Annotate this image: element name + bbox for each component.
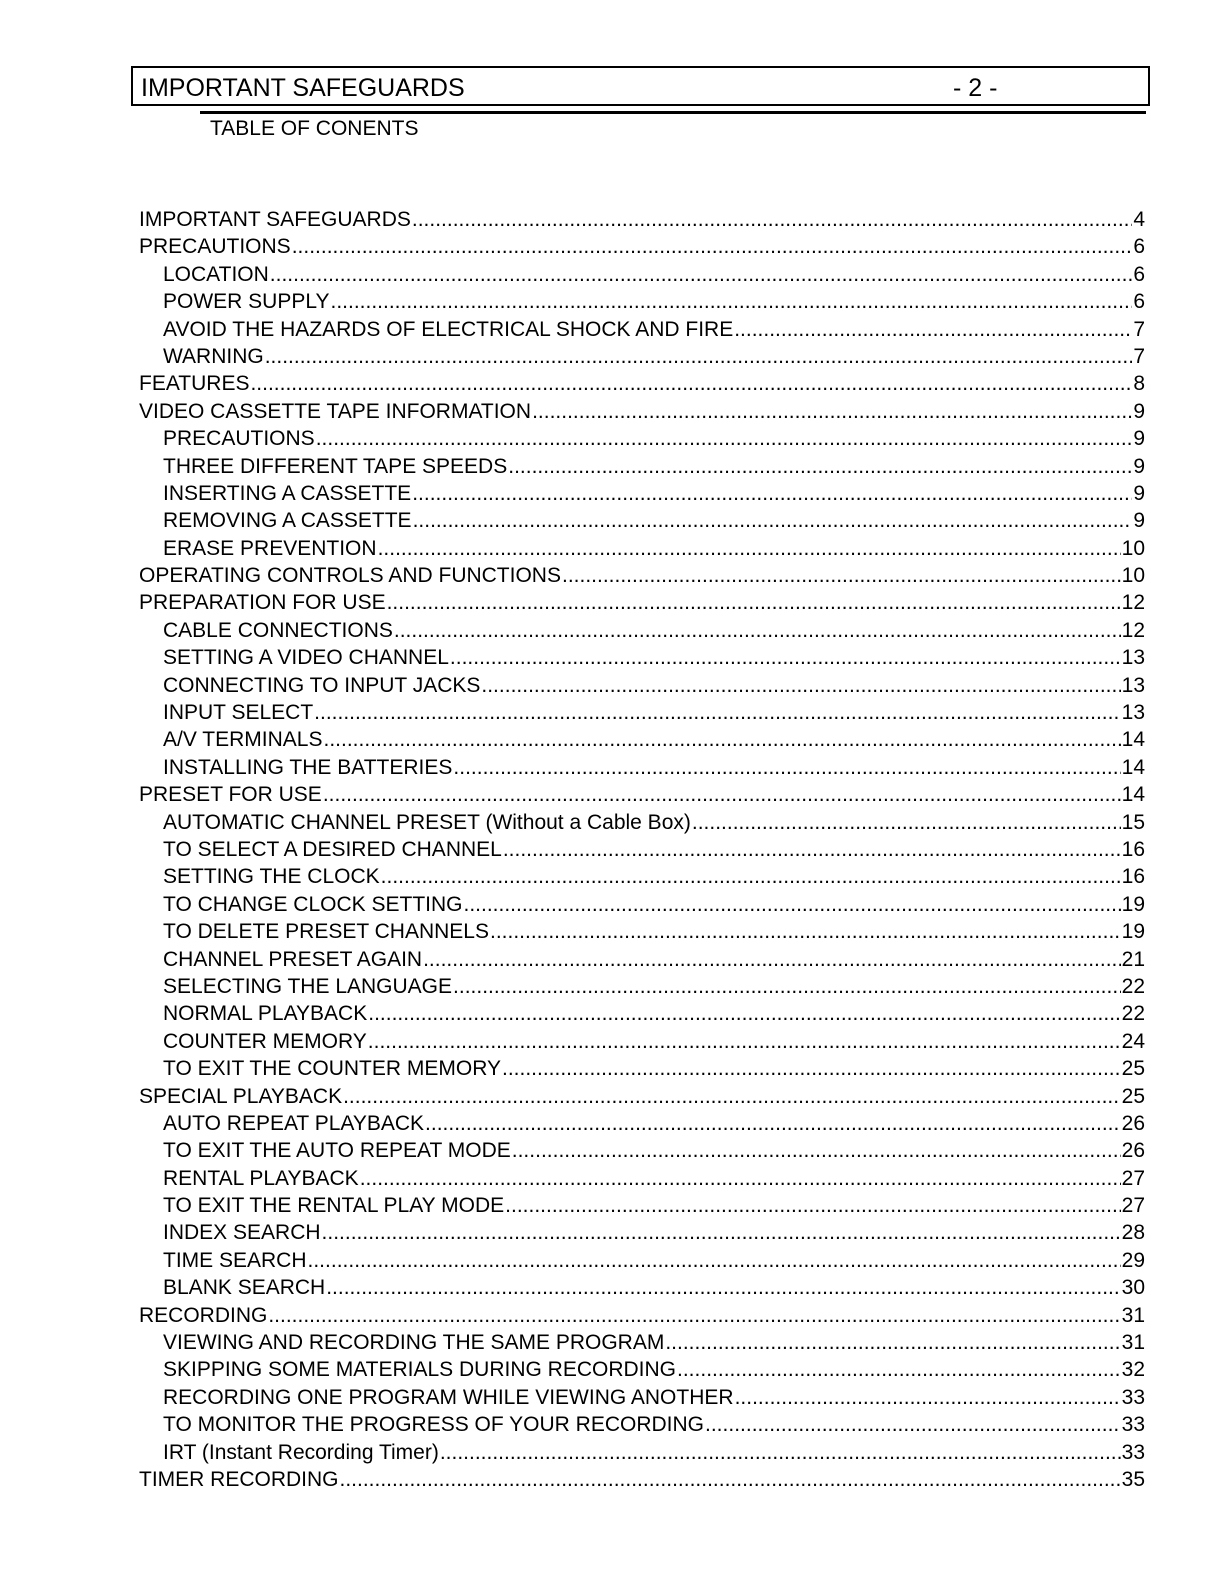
toc-dot-leader: [450, 644, 1121, 671]
toc-entry-label: REMOVING A CASSETTE: [163, 509, 412, 533]
toc-entry-page: 14: [1121, 783, 1145, 807]
toc-entry-page: 6: [1133, 290, 1145, 314]
toc-subentry[interactable]: [139, 535, 1145, 562]
toc-subentry[interactable]: [139, 946, 1145, 973]
toc-dot-leader: [453, 973, 1121, 1000]
toc-dot-leader: [250, 370, 1132, 397]
toc-entry-page: 16: [1121, 865, 1145, 889]
toc-subentry[interactable]: [139, 973, 1145, 1000]
toc-entry-page: 13: [1121, 701, 1145, 725]
toc-entry-label: PREPARATION FOR USE: [139, 591, 386, 615]
toc-entry-page: 7: [1133, 317, 1145, 341]
toc-dot-leader: [368, 1028, 1121, 1055]
toc-entry[interactable]: [139, 370, 1145, 397]
toc-dot-leader: [326, 1274, 1120, 1301]
toc-subentry[interactable]: [139, 316, 1145, 343]
toc-entry-page: 26: [1121, 1139, 1145, 1163]
toc-entry-page: 19: [1121, 920, 1145, 944]
toc-entry-page: 25: [1121, 1057, 1145, 1081]
toc-entry-page: 7: [1133, 344, 1145, 368]
toc-dot-leader: [360, 1165, 1121, 1192]
toc-entry-page: 22: [1121, 974, 1145, 998]
toc-entry-page: 26: [1121, 1111, 1145, 1135]
toc-entry-page: 9: [1133, 481, 1145, 505]
toc-subentry[interactable]: [139, 1439, 1145, 1466]
toc-entry-label: INPUT SELECT: [163, 701, 314, 725]
toc-dot-leader: [316, 425, 1133, 452]
header-title: IMPORTANT SAFEGUARDS: [141, 74, 465, 102]
toc-dot-leader: [270, 261, 1133, 288]
toc-subentry[interactable]: [139, 1165, 1145, 1192]
toc-entry-label: VIEWING AND RECORDING THE SAME PROGRAM: [163, 1331, 665, 1355]
toc-entry-label: TO SELECT A DESIRED CHANNEL: [163, 837, 502, 861]
toc-entry[interactable]: [139, 1083, 1145, 1110]
toc-entry-label: TIMER RECORDING: [139, 1467, 339, 1491]
toc-entry-page: 9: [1133, 509, 1145, 533]
toc-entry-label: INDEX SEARCH: [163, 1221, 321, 1245]
toc-dot-leader: [502, 1055, 1121, 1082]
toc-subentry[interactable]: [139, 288, 1145, 315]
toc-entry-label: POWER SUPPLY: [163, 290, 330, 314]
toc-dot-leader: [665, 1329, 1120, 1356]
toc-subentry[interactable]: [139, 644, 1145, 671]
toc-entry-label: SKIPPING SOME MATERIALS DURING RECORDING: [163, 1358, 677, 1382]
toc-subentry[interactable]: [139, 699, 1145, 726]
toc-entry-label: RECORDING ONE PROGRAM WHILE VIEWING ANOTHER: [163, 1385, 734, 1409]
toc-entry-page: 19: [1121, 892, 1145, 916]
toc-entry[interactable]: [139, 233, 1145, 260]
toc-entry[interactable]: [139, 589, 1145, 616]
toc-entry-label: TO EXIT THE COUNTER MEMORY: [163, 1057, 501, 1081]
toc-dot-leader: [508, 453, 1132, 480]
toc-entry-label: A/V TERMINALS: [163, 728, 323, 752]
toc-entry[interactable]: [139, 562, 1145, 589]
toc-entry-label: BLANK SEARCH: [163, 1276, 326, 1300]
toc-subentry[interactable]: [139, 1384, 1145, 1411]
toc-subentry[interactable]: [139, 507, 1145, 534]
toc-entry-label: TO MONITOR THE PROGRESS OF YOUR RECORDING: [163, 1413, 705, 1437]
toc-dot-leader: [440, 1439, 1121, 1466]
toc-entry-page: 14: [1121, 755, 1145, 779]
toc-entry-label: TIME SEARCH: [163, 1248, 307, 1272]
toc-entry-page: 15: [1121, 810, 1145, 834]
toc-entry-label: IMPORTANT SAFEGUARDS: [139, 208, 411, 231]
toc-subentry[interactable]: [139, 1137, 1145, 1164]
toc-entry-label: THREE DIFFERENT TAPE SPEEDS: [163, 454, 508, 478]
toc-entry-page: 27: [1121, 1194, 1145, 1218]
toc-entry-label: PRECAUTIONS: [163, 427, 315, 451]
toc-entry-label: INSTALLING THE BATTERIES: [163, 755, 453, 779]
toc-entry-label: VIDEO CASSETTE TAPE INFORMATION: [139, 399, 532, 423]
toc-subentry[interactable]: [139, 863, 1145, 890]
toc-entry-page: 6: [1133, 262, 1145, 286]
toc-dot-leader: [490, 918, 1121, 945]
toc-entry-label: TO CHANGE CLOCK SETTING: [163, 892, 463, 916]
toc-entry-label: CHANNEL PRESET AGAIN: [163, 947, 423, 971]
page-number: - 2 -: [953, 74, 998, 102]
toc-dot-leader: [330, 288, 1132, 315]
toc-subentry[interactable]: [139, 425, 1145, 452]
toc-entry-page: 35: [1121, 1467, 1145, 1491]
toc-subentry[interactable]: [139, 836, 1145, 863]
toc-dot-leader: [308, 1247, 1121, 1274]
toc-dot-leader: [323, 781, 1121, 808]
toc-entry[interactable]: [139, 206, 1145, 233]
toc-dot-leader: [734, 316, 1132, 343]
toc-entry-label: AVOID THE HAZARDS OF ELECTRICAL SHOCK AND FIRE: [163, 317, 734, 341]
toc-entry-page: 24: [1121, 1029, 1145, 1053]
toc-entry-label: CABLE CONNECTIONS: [163, 618, 393, 642]
toc-subentry[interactable]: [139, 617, 1145, 644]
toc-dot-leader: [532, 398, 1132, 425]
toc-subentry[interactable]: [139, 1110, 1145, 1137]
toc-entry-page: 9: [1133, 427, 1145, 451]
table-of-contents: [139, 206, 1145, 1493]
toc-entry-page: 33: [1121, 1413, 1145, 1437]
toc-dot-leader: [562, 562, 1121, 589]
toc-entry-label: NORMAL PLAYBACK: [163, 1002, 368, 1026]
toc-subentry[interactable]: [139, 1055, 1145, 1082]
toc-entry-page: 13: [1121, 673, 1145, 697]
toc-dot-leader: [412, 206, 1132, 233]
toc-subentry[interactable]: [139, 453, 1145, 480]
toc-dot-leader: [453, 754, 1120, 781]
toc-entry-label: AUTO REPEAT PLAYBACK: [163, 1111, 425, 1135]
toc-subentry[interactable]: [139, 1411, 1145, 1438]
toc-entry-page: 33: [1121, 1385, 1145, 1409]
toc-subentry[interactable]: [139, 1192, 1145, 1219]
toc-entry[interactable]: [139, 398, 1145, 425]
toc-dot-leader: [394, 617, 1121, 644]
toc-entry-label: TO EXIT THE RENTAL PLAY MODE: [163, 1194, 505, 1218]
toc-dot-leader: [314, 699, 1120, 726]
toc-subentry[interactable]: [139, 1356, 1145, 1383]
toc-dot-leader: [381, 863, 1121, 890]
toc-subentry[interactable]: [139, 1247, 1145, 1274]
toc-entry-label: AUTOMATIC CHANNEL PRESET (Without a Cable Box): [163, 810, 691, 834]
toc-dot-leader: [692, 809, 1121, 836]
toc-dot-leader: [324, 726, 1121, 753]
toc-entry-page: 31: [1121, 1303, 1145, 1327]
toc-entry-page: 22: [1121, 1002, 1145, 1026]
toc-entry-page: 16: [1121, 837, 1145, 861]
toc-subentry[interactable]: [139, 261, 1145, 288]
header-rule: [200, 111, 1146, 114]
toc-entry-label: PRECAUTIONS: [139, 235, 291, 259]
toc-dot-leader: [735, 1384, 1121, 1411]
toc-entry-page: 33: [1121, 1440, 1145, 1464]
toc-dot-leader: [343, 1083, 1121, 1110]
toc-dot-leader: [512, 1137, 1121, 1164]
toc-entry-page: 9: [1133, 399, 1145, 423]
toc-entry-label: CONNECTING TO INPUT JACKS: [163, 673, 481, 697]
toc-dot-leader: [387, 589, 1121, 616]
toc-entry-page: 29: [1121, 1248, 1145, 1272]
toc-subentry[interactable]: [139, 891, 1145, 918]
toc-entry-page: 13: [1121, 646, 1145, 670]
page-header: [131, 66, 1150, 106]
toc-dot-leader: [505, 1192, 1120, 1219]
toc-entry-label: SETTING A VIDEO CHANNEL: [163, 646, 449, 670]
toc-entry[interactable]: [139, 1302, 1145, 1329]
toc-entry-page: 10: [1121, 536, 1145, 560]
toc-dot-leader: [677, 1356, 1121, 1383]
toc-subentry[interactable]: [139, 809, 1145, 836]
toc-entry-label: PRESET FOR USE: [139, 783, 322, 807]
toc-subentry[interactable]: [139, 480, 1145, 507]
toc-entry-page: 21: [1121, 947, 1145, 971]
toc-dot-leader: [705, 1411, 1121, 1438]
toc-entry-page: 31: [1121, 1331, 1145, 1355]
toc-entry-label: IRT (Instant Recording Timer): [163, 1440, 439, 1464]
toc-dot-leader: [268, 1302, 1120, 1329]
toc-entry-page: 28: [1121, 1221, 1145, 1245]
toc-entry-label: RECORDING: [139, 1303, 268, 1327]
toc-entry-label: WARNING: [163, 344, 264, 368]
toc-entry-page: 32: [1121, 1358, 1145, 1382]
toc-entry-page: 8: [1133, 372, 1145, 396]
toc-entry-label: SPECIAL PLAYBACK: [139, 1084, 343, 1108]
toc-entry-page: 12: [1121, 618, 1145, 642]
toc-entry-page: 9: [1133, 454, 1145, 478]
toc-subentry[interactable]: [139, 1219, 1145, 1246]
toc-entry-label: SELECTING THE LANGUAGE: [163, 974, 453, 998]
toc-dot-leader: [413, 507, 1133, 534]
toc-entry-label: FEATURES: [139, 372, 250, 396]
toc-subentry[interactable]: [139, 1028, 1145, 1055]
toc-entry-label: LOCATION: [163, 262, 269, 286]
toc-dot-leader: [481, 672, 1120, 699]
toc-entry-page: 12: [1121, 591, 1145, 615]
toc-heading: TABLE OF CONENTS: [210, 117, 419, 140]
toc-dot-leader: [265, 343, 1133, 370]
toc-entry-label: TO EXIT THE AUTO REPEAT MODE: [163, 1139, 511, 1163]
toc-subentry[interactable]: [139, 672, 1145, 699]
toc-subentry[interactable]: [139, 726, 1145, 753]
toc-subentry[interactable]: [139, 343, 1145, 370]
toc-entry-page: 27: [1121, 1166, 1145, 1190]
toc-entry-label: SETTING THE CLOCK: [163, 865, 380, 889]
toc-entry-label: ERASE PREVENTION: [163, 536, 377, 560]
toc-entry-label: INSERTING A CASSETTE: [163, 481, 412, 505]
toc-entry-page: 6: [1133, 235, 1145, 259]
toc-subentry[interactable]: [139, 1000, 1145, 1027]
toc-entry-page: 30: [1121, 1276, 1145, 1300]
toc-dot-leader: [425, 1110, 1121, 1137]
toc-dot-leader: [322, 1219, 1121, 1246]
toc-dot-leader: [503, 836, 1121, 863]
toc-entry[interactable]: [139, 781, 1145, 808]
toc-dot-leader: [412, 480, 1132, 507]
toc-entry-label: RENTAL PLAYBACK: [163, 1166, 359, 1190]
toc-entry-page: 10: [1121, 564, 1145, 588]
toc-dot-leader: [378, 535, 1121, 562]
toc-subentry[interactable]: [139, 918, 1145, 945]
toc-entry[interactable]: [139, 1466, 1145, 1493]
toc-subentry[interactable]: [139, 754, 1145, 781]
toc-subentry[interactable]: [139, 1329, 1145, 1356]
toc-entry-label: COUNTER MEMORY: [163, 1029, 367, 1053]
toc-entry-label: TO DELETE PRESET CHANNELS: [163, 920, 489, 944]
toc-entry-page: 25: [1121, 1084, 1145, 1108]
toc-dot-leader: [340, 1466, 1121, 1493]
toc-entry-label: OPERATING CONTROLS AND FUNCTIONS: [139, 564, 561, 588]
toc-entry-page: 4: [1133, 208, 1145, 231]
toc-dot-leader: [368, 1000, 1120, 1027]
toc-dot-leader: [423, 946, 1121, 973]
toc-subentry[interactable]: [139, 1274, 1145, 1301]
toc-entry-page: 14: [1121, 728, 1145, 752]
toc-dot-leader: [464, 891, 1121, 918]
toc-dot-leader: [292, 233, 1133, 260]
